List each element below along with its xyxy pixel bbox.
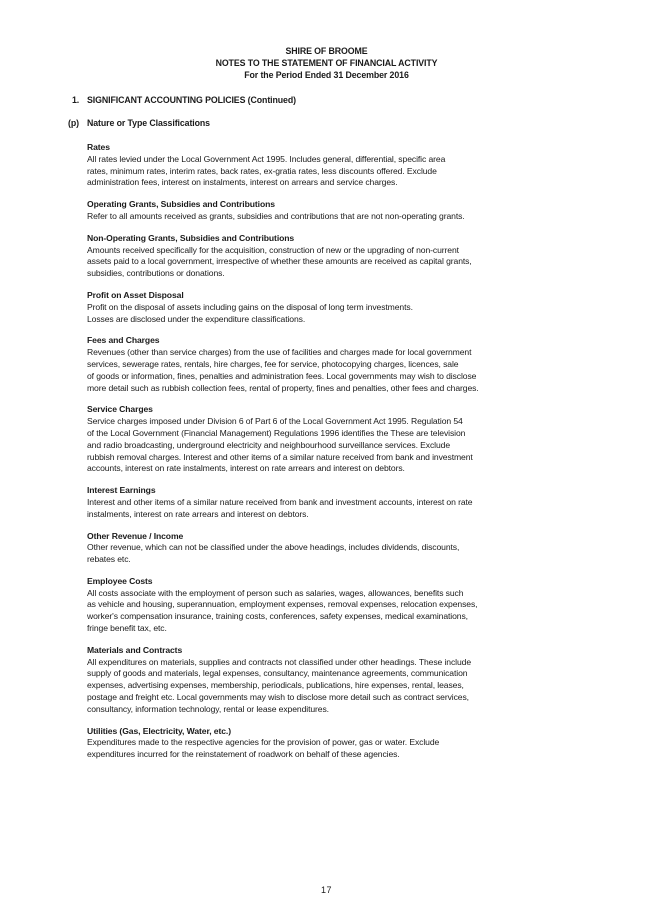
policy-section-line: Expenditures made to the respective agencies for the provision of power, gas or water. Exclude	[87, 737, 440, 748]
policy-section-line: rates, minimum rates, interim rates, back rates, ex-gratia rates, less discounts offered. Exclude	[87, 165, 437, 176]
policy-section-line: expenditures incurred for the reinstatement of roadwork on behalf of these agencies.	[87, 749, 400, 760]
policy-section-line: instalments, interest on rate arrears and interest on debtors.	[87, 508, 309, 519]
policy-section-line: worker's compensation insurance, training costs, conferences, safety expenses, medical examinations,	[87, 611, 468, 622]
policy-section-line: administration fees, interest on instalments, interest on arrears and service charges.	[87, 177, 398, 188]
policy-section-line: Losses are disclosed under the expenditure classifications.	[87, 313, 306, 324]
main-section-number: 1.	[72, 95, 80, 106]
subsection-title: Nature or Type Classifications	[87, 118, 210, 129]
policy-section	[87, 485, 653, 520]
policy-section-line: All expenditures on materials, supplies and contracts not classified under other headings. These include	[87, 656, 472, 667]
policy-section-line: All rates levied under the Local Government Act 1995. Includes general, differential, specific area	[87, 153, 446, 164]
policy-section-line: rebates etc.	[87, 554, 131, 565]
policy-section	[87, 726, 653, 761]
doc-title: NOTES TO THE STATEMENT OF FINANCIAL ACTIVITY	[215, 57, 438, 68]
policy-section-line: consultancy, information technology, rental or lease expenditures.	[87, 703, 329, 714]
policy-section-heading: Interest Earnings	[87, 485, 156, 496]
policy-section-line: All costs associate with the employment of person such as salaries, wages, allowances, benefits such	[87, 587, 464, 598]
policy-section-heading: Service Charges	[87, 404, 153, 415]
policy-section-line: Profit on the disposal of assets including gains on the disposal of long term investments.	[87, 301, 413, 312]
policy-section-line: more detail such as rubbish collection fees, rental of property, fines and penalties, other fees and charges.	[87, 382, 479, 393]
policy-section-line: postage and freight etc. Local governments may wish to disclose more detail such as contract services,	[87, 692, 469, 703]
policy-section-heading: Operating Grants, Subsidies and Contributions	[87, 199, 275, 210]
policy-section-line: Interest and other items of a similar nature received from bank and investment accounts, interest on rate	[87, 496, 473, 507]
org-name: SHIRE OF BROOME	[285, 46, 368, 56]
policy-section-line: supply of goods and materials, legal expenses, consultancy, maintenance agreements, communication	[87, 668, 468, 679]
policy-section-heading: Rates	[87, 141, 110, 152]
policy-section	[87, 142, 653, 189]
policy-section	[87, 404, 653, 475]
main-section-title: SIGNIFICANT ACCOUNTING POLICIES (Continued)	[87, 95, 296, 106]
policy-section-line: accounts, interest on rate instalments, interest on rate arrears and interest on debtors.	[87, 463, 405, 474]
policy-section	[87, 531, 653, 566]
policy-section	[87, 645, 653, 716]
policy-section-heading: Profit on Asset Disposal	[87, 289, 184, 300]
policy-section	[87, 576, 653, 635]
policy-section-heading: Non-Operating Grants, Subsidies and Contributions	[87, 232, 295, 243]
page-number: 17	[320, 885, 332, 895]
policy-section-line: subsidies, contributions or donations.	[87, 268, 225, 279]
policy-section-line: of goods or information, fines, penalties and administration fees. Local governments may wish to disclose	[87, 370, 477, 381]
policy-section-line: Other revenue, which can not be classified under the above headings, includes dividends, discounts,	[87, 542, 460, 553]
policy-section-line: Amounts received specifically for the acquisition, construction of new or the upgrading of non-current	[87, 244, 459, 255]
policy-section-line: fringe benefit tax, etc.	[87, 623, 167, 634]
policy-section-line: assets paid to a local government, irrespective of whether these amounts are received as capital grants,	[87, 256, 472, 267]
policy-section-line: of the Local Government (Financial Management) Regulations 1996 identifies the These are television	[87, 427, 466, 438]
doc-period: For the Period Ended 31 December 2016	[244, 69, 409, 80]
policy-section-heading: Employee Costs	[87, 575, 153, 586]
policy-sections	[87, 142, 653, 761]
subsection-label: (p)	[68, 118, 79, 129]
policy-section-line: Refer to all amounts received as grants, subsidies and contributions that are not non-operating grants.	[87, 210, 465, 221]
policy-section-line: services, sewerage rates, rentals, hire charges, fee for service, photocopying charges, licences, sale	[87, 358, 459, 369]
policy-section-heading: Materials and Contracts	[87, 644, 183, 655]
policy-section-line: as vehicle and housing, superannuation, employment expenses, removal expenses, relocation expenses,	[87, 599, 478, 610]
policy-section-heading: Fees and Charges	[87, 335, 160, 346]
document-header	[0, 0, 653, 81]
policy-section-line: expenses, advertising expenses, membership, periodicals, publications, hire expenses, rental, leases,	[87, 680, 464, 691]
policy-section-heading: Utilities (Gas, Electricity, Water, etc.)	[87, 725, 231, 736]
subsection-heading	[68, 118, 653, 130]
policy-section-heading: Other Revenue / Income	[87, 530, 184, 541]
policy-section	[87, 199, 653, 223]
policy-section	[87, 290, 653, 325]
policy-section	[87, 335, 653, 394]
policy-section-line: rubbish removal charges. Interest and other items of a similar nature received from bank and investment	[87, 451, 473, 462]
policy-section-line: Revenues (other than service charges) from the use of facilities and charges made for local government	[87, 347, 472, 358]
main-section-heading	[72, 95, 653, 107]
policy-section-line: and radio broadcasting, underground electricity and neighbourhood surveillance services. Exclude	[87, 439, 451, 450]
policy-section	[87, 233, 653, 280]
policy-section-line: Service charges imposed under Division 6 of Part 6 of the Local Government Act 1995. Regulation 54	[87, 416, 463, 427]
